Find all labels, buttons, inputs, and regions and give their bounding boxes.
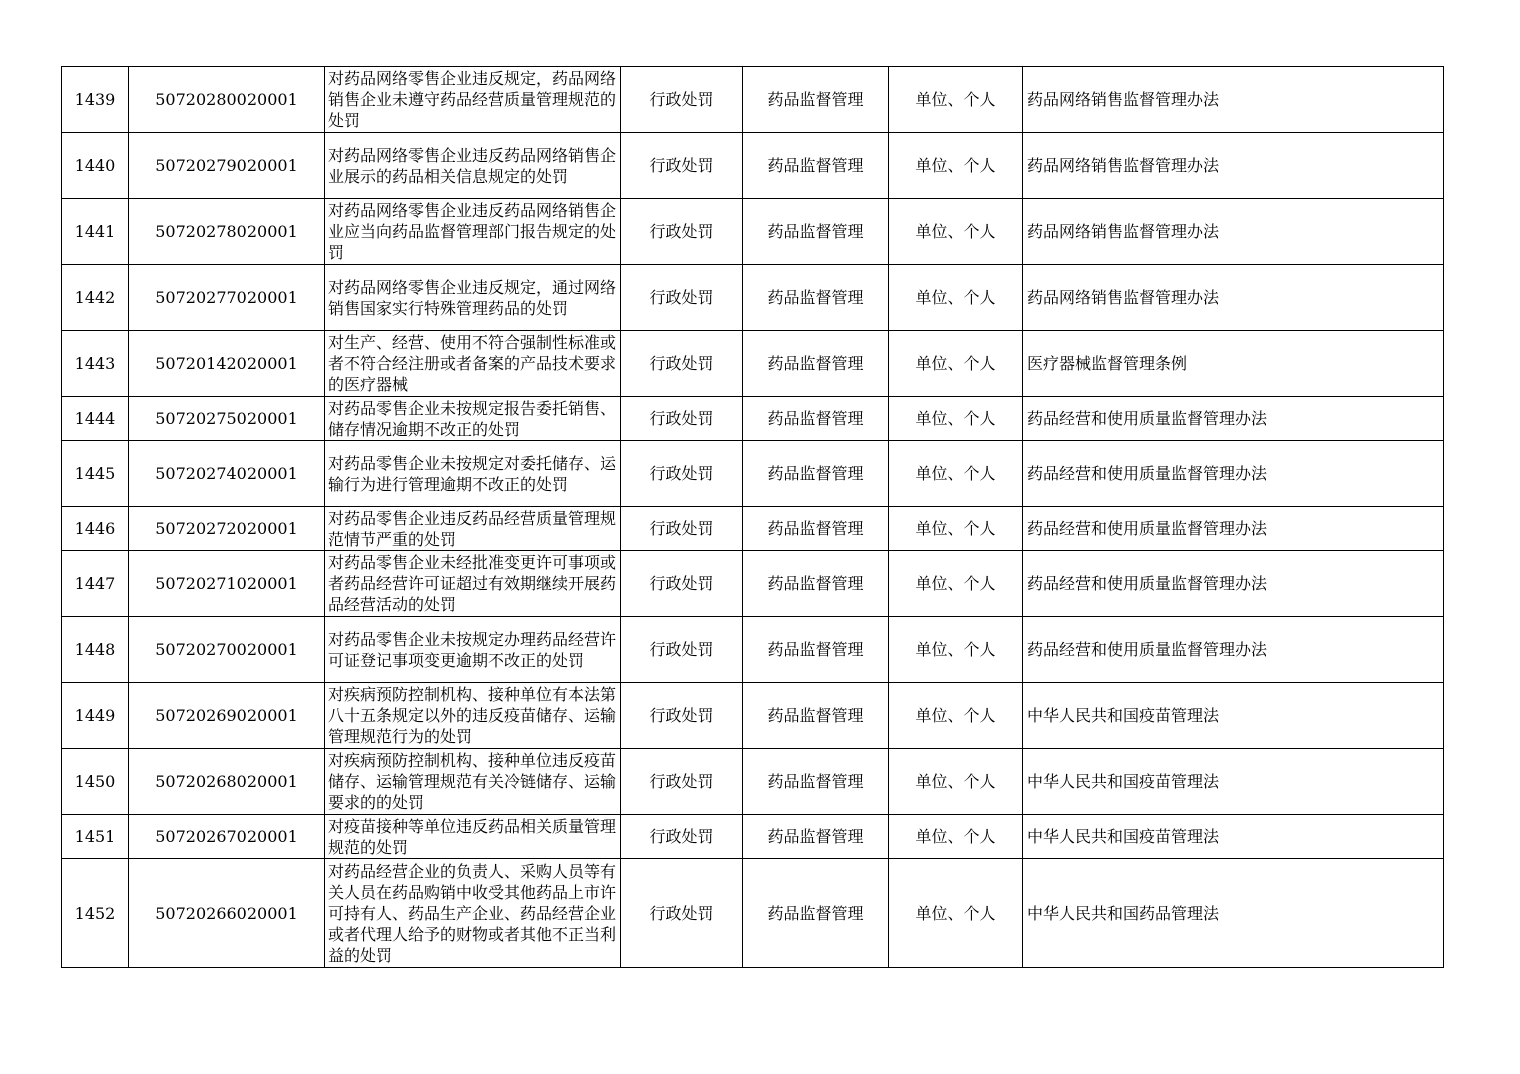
category-cell: 药品监督管理 [743,617,889,683]
type-cell: 行政处罚 [621,683,743,749]
table-row [62,859,1444,968]
seq-cell: 1439 [62,67,129,133]
item-cell: 对疫苗接种等单位违反药品相关质量管理规范的处罚 [325,815,621,859]
table-row [62,199,1444,265]
target-cell: 单位、个人 [889,617,1023,683]
table-row [62,815,1444,859]
item-cell: 对药品网络零售企业违反规定，通过网络销售国家实行特殊管理药品的处罚 [325,265,621,331]
category-cell: 药品监督管理 [743,683,889,749]
target-cell: 单位、个人 [889,815,1023,859]
basis-cell: 药品网络销售监督管理办法 [1023,133,1444,199]
basis-cell: 药品经营和使用质量监督管理办法 [1023,551,1444,617]
table-row [62,397,1444,441]
category-cell: 药品监督管理 [743,441,889,507]
type-cell: 行政处罚 [621,67,743,133]
code-cell: 50720272020001 [129,507,325,551]
seq-cell: 1449 [62,683,129,749]
item-cell: 对药品网络零售企业违反药品网络销售企业展示的药品相关信息规定的处罚 [325,133,621,199]
target-cell: 单位、个人 [889,397,1023,441]
target-cell: 单位、个人 [889,133,1023,199]
type-cell: 行政处罚 [621,397,743,441]
category-cell: 药品监督管理 [743,397,889,441]
table-body [62,67,1444,968]
category-cell: 药品监督管理 [743,265,889,331]
basis-cell: 药品网络销售监督管理办法 [1023,67,1444,133]
item-cell: 对药品零售企业未按规定报告委托销售、储存情况逾期不改正的处罚 [325,397,621,441]
table-row [62,551,1444,617]
code-cell: 50720267020001 [129,815,325,859]
category-cell: 药品监督管理 [743,749,889,815]
code-cell: 50720277020001 [129,265,325,331]
seq-cell: 1451 [62,815,129,859]
basis-cell: 药品网络销售监督管理办法 [1023,265,1444,331]
seq-cell: 1452 [62,859,129,968]
item-cell: 对药品经营企业的负责人、采购人员等有关人员在药品购销中收受其他药品上市许可持有人、药品生产企业、药品经营企业或者代理人给予的财物或者其他不正当利益的处罚 [325,859,621,968]
category-cell: 药品监督管理 [743,199,889,265]
basis-cell: 药品网络销售监督管理办法 [1023,199,1444,265]
type-cell: 行政处罚 [621,265,743,331]
target-cell: 单位、个人 [889,265,1023,331]
category-cell: 药品监督管理 [743,815,889,859]
seq-cell: 1444 [62,397,129,441]
code-cell: 50720271020001 [129,551,325,617]
type-cell: 行政处罚 [621,441,743,507]
seq-cell: 1446 [62,507,129,551]
code-cell: 50720269020001 [129,683,325,749]
seq-cell: 1443 [62,331,129,397]
type-cell: 行政处罚 [621,815,743,859]
target-cell: 单位、个人 [889,507,1023,551]
code-cell: 50720268020001 [129,749,325,815]
table-row [62,67,1444,133]
item-cell: 对疾病预防控制机构、接种单位违反疫苗储存、运输管理规范有关冷链储存、运输要求的的处罚 [325,749,621,815]
target-cell: 单位、个人 [889,749,1023,815]
basis-cell: 中华人民共和国药品管理法 [1023,859,1444,968]
table-row [62,441,1444,507]
target-cell: 单位、个人 [889,859,1023,968]
category-cell: 药品监督管理 [743,551,889,617]
type-cell: 行政处罚 [621,859,743,968]
type-cell: 行政处罚 [621,749,743,815]
category-cell: 药品监督管理 [743,133,889,199]
table-row [62,749,1444,815]
code-cell: 50720275020001 [129,397,325,441]
item-cell: 对药品零售企业未按规定对委托储存、运输行为进行管理逾期不改正的处罚 [325,441,621,507]
type-cell: 行政处罚 [621,551,743,617]
target-cell: 单位、个人 [889,199,1023,265]
type-cell: 行政处罚 [621,199,743,265]
basis-cell: 中华人民共和国疫苗管理法 [1023,683,1444,749]
code-cell: 50720270020001 [129,617,325,683]
category-cell: 药品监督管理 [743,331,889,397]
target-cell: 单位、个人 [889,331,1023,397]
item-cell: 对药品网络零售企业违反药品网络销售企业应当向药品监督管理部门报告规定的处罚 [325,199,621,265]
table-row [62,683,1444,749]
table-row [62,133,1444,199]
seq-cell: 1440 [62,133,129,199]
code-cell: 50720274020001 [129,441,325,507]
target-cell: 单位、个人 [889,67,1023,133]
basis-cell: 医疗器械监督管理条例 [1023,331,1444,397]
seq-cell: 1441 [62,199,129,265]
table-row [62,331,1444,397]
target-cell: 单位、个人 [889,441,1023,507]
code-cell: 50720142020001 [129,331,325,397]
category-cell: 药品监督管理 [743,67,889,133]
basis-cell: 药品经营和使用质量监督管理办法 [1023,397,1444,441]
target-cell: 单位、个人 [889,551,1023,617]
seq-cell: 1448 [62,617,129,683]
target-cell: 单位、个人 [889,683,1023,749]
code-cell: 50720280020001 [129,67,325,133]
category-cell: 药品监督管理 [743,507,889,551]
seq-cell: 1450 [62,749,129,815]
type-cell: 行政处罚 [621,331,743,397]
seq-cell: 1447 [62,551,129,617]
enforcement-items-table [61,66,1444,968]
code-cell: 50720279020001 [129,133,325,199]
code-cell: 50720266020001 [129,859,325,968]
item-cell: 对药品网络零售企业违反规定，药品网络销售企业未遵守药品经营质量管理规范的处罚 [325,67,621,133]
table-row [62,617,1444,683]
seq-cell: 1442 [62,265,129,331]
type-cell: 行政处罚 [621,617,743,683]
basis-cell: 药品经营和使用质量监督管理办法 [1023,441,1444,507]
table-row [62,507,1444,551]
category-cell: 药品监督管理 [743,859,889,968]
basis-cell: 中华人民共和国疫苗管理法 [1023,815,1444,859]
item-cell: 对药品零售企业违反药品经营质量管理规范情节严重的处罚 [325,507,621,551]
basis-cell: 药品经营和使用质量监督管理办法 [1023,617,1444,683]
type-cell: 行政处罚 [621,507,743,551]
item-cell: 对疾病预防控制机构、接种单位有本法第八十五条规定以外的违反疫苗储存、运输管理规范行为的处罚 [325,683,621,749]
basis-cell: 药品经营和使用质量监督管理办法 [1023,507,1444,551]
item-cell: 对生产、经营、使用不符合强制性标准或者不符合经注册或者备案的产品技术要求的医疗器械 [325,331,621,397]
seq-cell: 1445 [62,441,129,507]
basis-cell: 中华人民共和国疫苗管理法 [1023,749,1444,815]
code-cell: 50720278020001 [129,199,325,265]
type-cell: 行政处罚 [621,133,743,199]
table-row [62,265,1444,331]
item-cell: 对药品零售企业未按规定办理药品经营许可证登记事项变更逾期不改正的处罚 [325,617,621,683]
item-cell: 对药品零售企业未经批准变更许可事项或者药品经营许可证超过有效期继续开展药品经营活动的处罚 [325,551,621,617]
